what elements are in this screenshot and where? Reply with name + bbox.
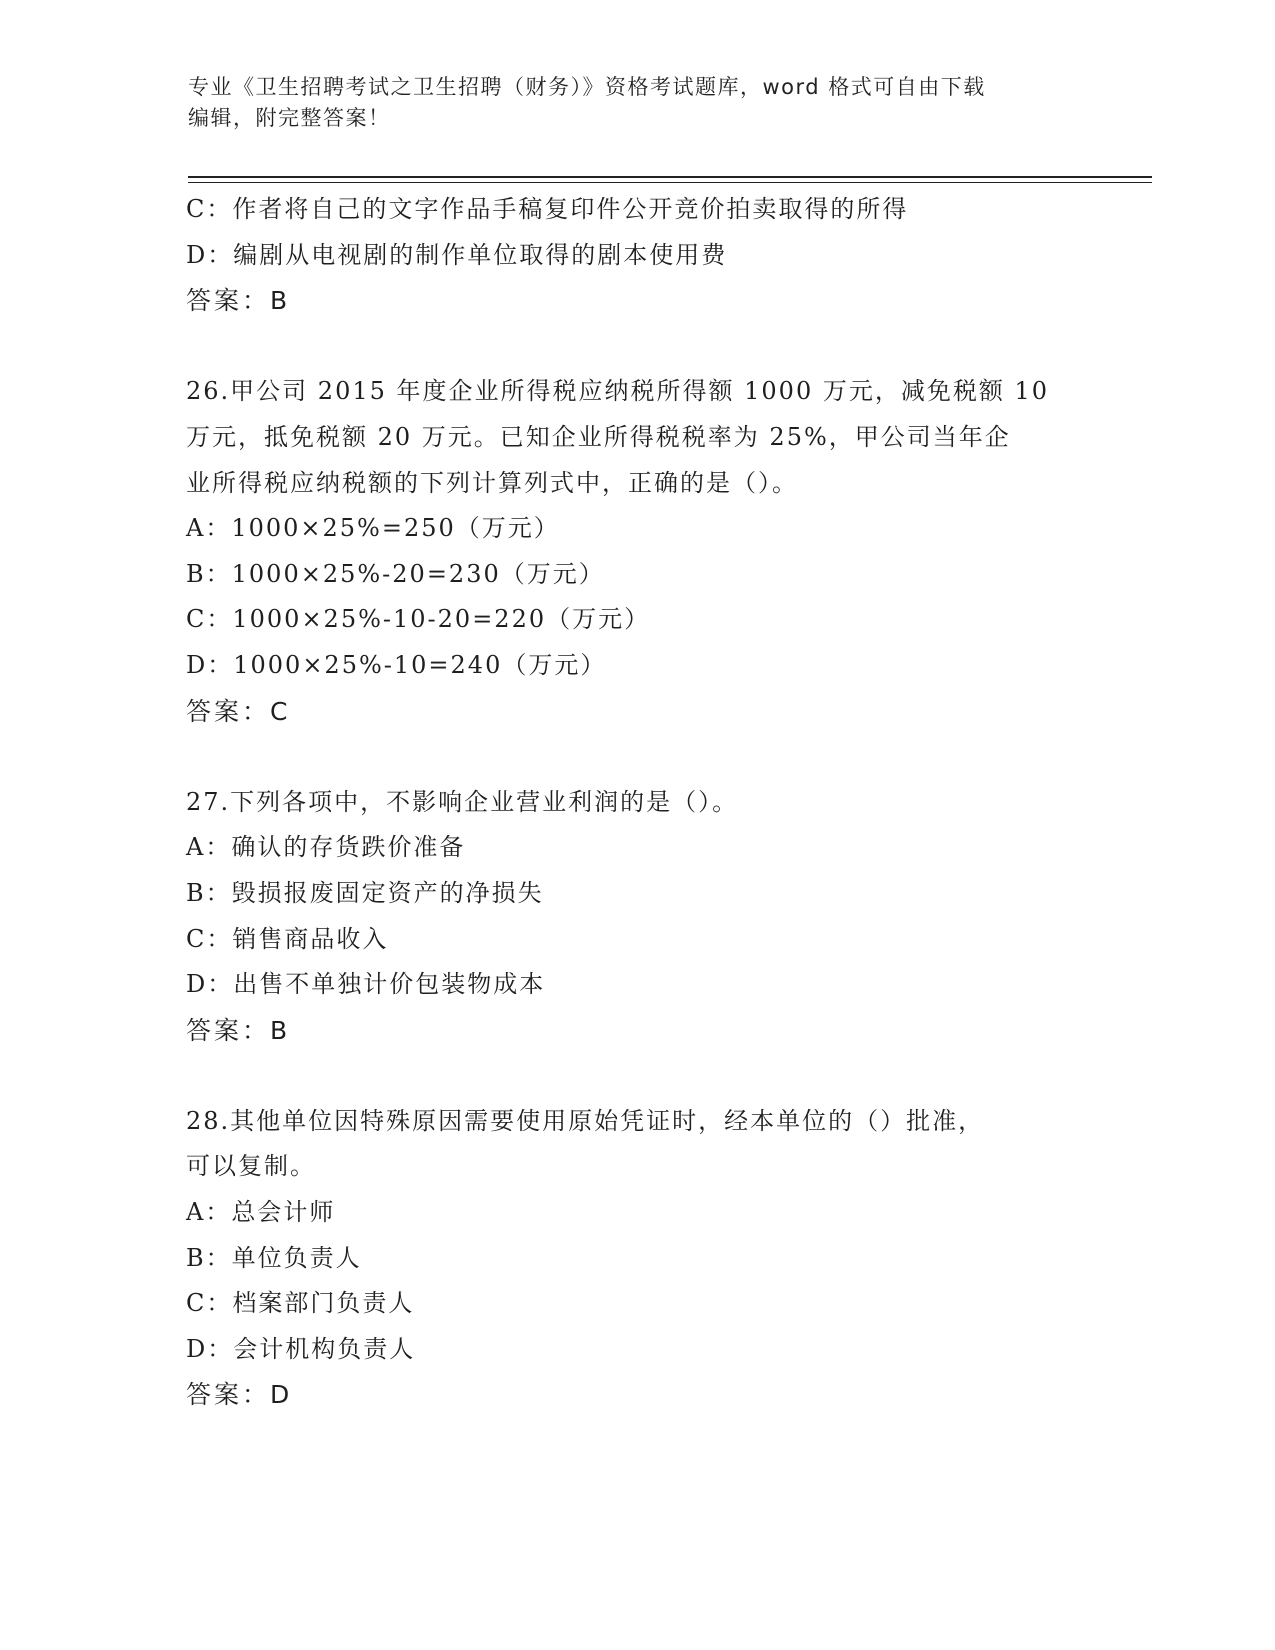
option-d: D：编剧从电视剧的制作单位取得的剧本使用费 <box>186 240 728 269</box>
option-a: A：1000×25%=250（万元） <box>186 514 560 543</box>
question-spacer <box>186 324 1146 370</box>
option-c: C：销售商品收入 <box>186 924 389 953</box>
option-a: A：确认的存货跌价准备 <box>186 833 466 862</box>
option-d: D：出售不单独计价包装物成本 <box>186 970 546 999</box>
option-c: C：作者将自己的文字作品手稿复印件公开竞价拍卖取得的所得 <box>186 195 909 223</box>
question-26 <box>186 369 1146 734</box>
option-c: C：档案部门负责人 <box>186 1289 415 1318</box>
question-list <box>186 187 1146 1418</box>
option-d: D：会计机构负责人 <box>186 1334 416 1363</box>
question-stem: 28.其他单位因特殊原因需要使用原始凭证时，经本单位的（）批准， <box>186 1106 985 1135</box>
question-spacer <box>186 1053 1146 1099</box>
option-a: A：总会计师 <box>186 1198 336 1227</box>
answer-line: 答案：B <box>186 1015 291 1045</box>
question-stem: 26.甲公司 2015 年度企业所得税应纳税所得额 1000 万元，减免税额 10 <box>186 377 1050 406</box>
header-divider-thin <box>188 182 1152 183</box>
question-stem: 可以复制。 <box>186 1152 316 1181</box>
question-28 <box>186 1099 1146 1418</box>
header-line-2: 编辑，附完整答案！ <box>188 106 391 130</box>
question-spacer <box>186 734 1146 780</box>
question-stem: 万元，抵免税额 20 万元。已知企业所得税税率为 25%，甲公司当年企 <box>186 422 1011 451</box>
question-stem: 业所得税应纳税额的下列计算列式中，正确的是（）。 <box>186 468 798 497</box>
option-b: B：毁损报废固定资产的净损失 <box>186 878 544 907</box>
answer-line: 答案：C <box>186 696 291 726</box>
header-divider-thick <box>188 176 1152 178</box>
option-c: C：1000×25%-10-20=220（万元） <box>186 605 651 634</box>
option-b: B：1000×25%-20=230（万元） <box>186 559 605 588</box>
question-stem: 27.下列各项中，不影响企业营业利润的是（）。 <box>186 787 739 816</box>
page-header <box>188 72 1068 134</box>
question-27 <box>186 780 1146 1054</box>
option-b: B：单位负责人 <box>186 1243 362 1272</box>
answer-line: 答案：D <box>186 1380 293 1410</box>
question-25-fragment <box>186 187 1146 324</box>
answer-line: 答案：B <box>186 286 291 316</box>
header-line-1: 专业《卫生招聘考试之卫生招聘（财务）》资格考试题库，word 格式可自由下载 <box>188 75 986 99</box>
option-d: D：1000×25%-10=240（万元） <box>186 650 607 679</box>
